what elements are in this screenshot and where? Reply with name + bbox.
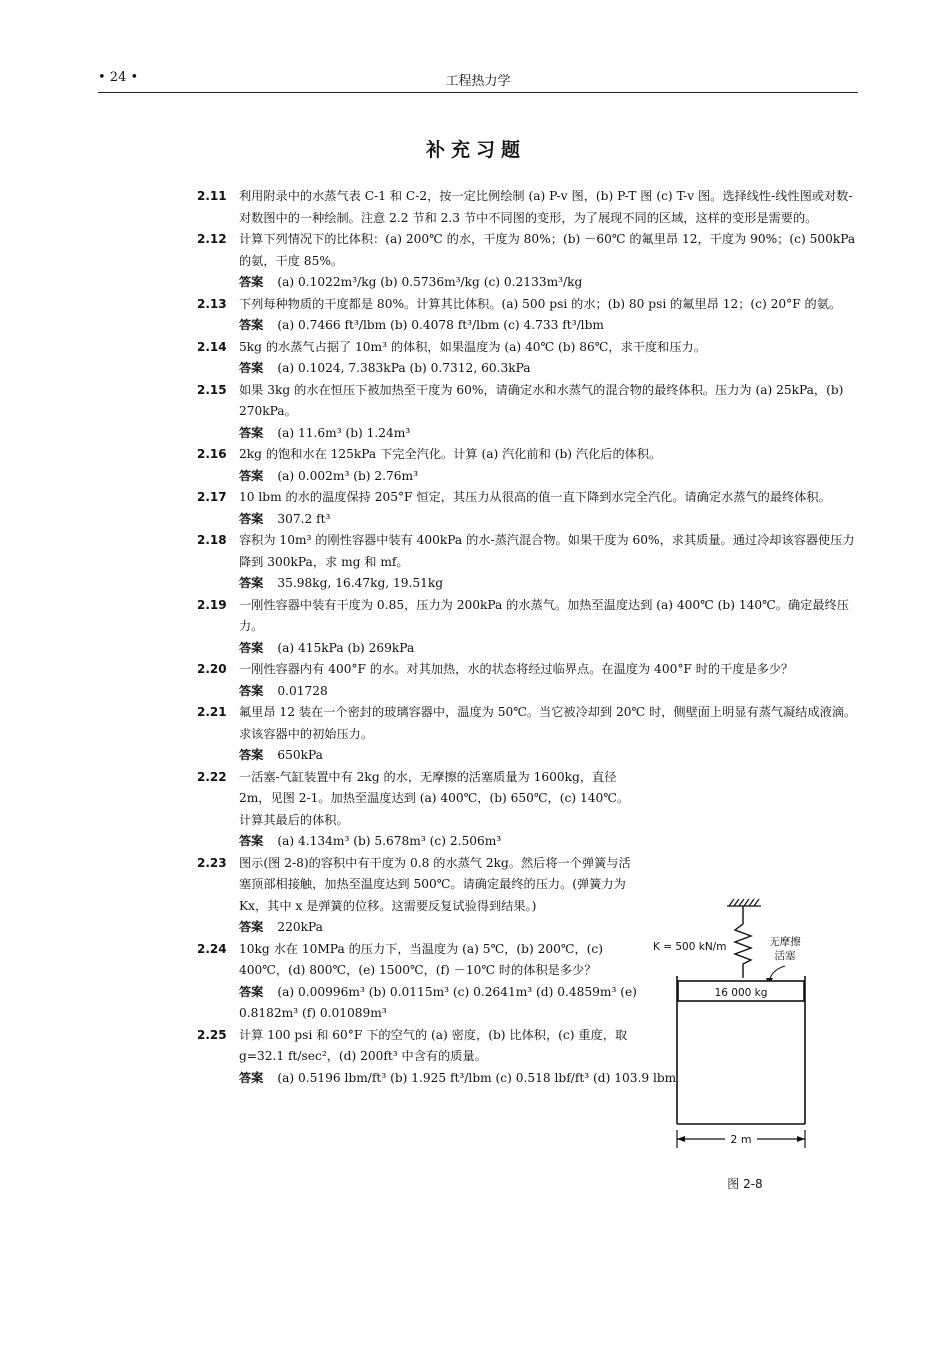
- figure-caption: 图 2-8: [727, 1177, 763, 1191]
- answer-value: 0.01728: [277, 683, 328, 698]
- problem-2-14: [197, 337, 862, 380]
- problem-number: 2.22: [197, 769, 227, 784]
- page-number: • 24 •: [98, 70, 139, 85]
- problem-text: 利用附录中的水蒸气表 C-1 和 C-2，按一定比例绘制 (a) P-v 图，(b) P-T 图 (c) T-v 图。选择线性-线性图或对数-对数图中的一种绘制。注意 2.2 节和 2.3 节中不同图的变形，为了展现不同的区域，这样的变形是需要的。: [239, 189, 853, 225]
- problem-2-12: [197, 229, 862, 294]
- problem-text: 容积为 10m³ 的刚性容器中装有 400kPa 的水-蒸汽混合物。如果干度为 60%，求其质量。通过冷却该容器使压力降到 300kPa，求 mg 和 mf。: [239, 533, 855, 569]
- problem-number: 2.25: [197, 1027, 227, 1042]
- answer-line: [239, 272, 862, 294]
- dimension-arrow-right: [797, 1136, 805, 1142]
- answer-value: (a) 0.00996m³ (b) 0.0115m³ (c) 0.2641m³ (d) 0.4859m³ (e) 0.8182m³ (f) 0.01089m³: [239, 984, 637, 1020]
- answer-line: [239, 509, 862, 531]
- problem-number: 2.23: [197, 855, 227, 870]
- answer-label: 答案: [239, 318, 264, 332]
- problem-text: 一刚性容器内有 400°F 的水。对其加热，水的状态将经过临界点。在温度为 400°F 时的干度是多少？: [239, 662, 794, 676]
- problem-number: 2.11: [197, 189, 227, 203]
- piston-label: [769, 935, 801, 962]
- answer-value: (a) 0.5196 lbm/ft³ (b) 1.925 ft³/lbm (c) 0.518 lbf/ft³ (d) 103.9 lbm: [277, 1070, 677, 1085]
- problem-text: 氟里昂 12 装在一个密封的玻璃容器中，温度为 50℃。当它被冷却到 20℃ 时，侧壁面上明显有蒸气凝结成液滴。求该容器中的初始压力。: [239, 705, 857, 741]
- answer-label: 答案: [239, 683, 264, 698]
- problem-text: 一刚性容器中装有干度为 0.85，压力为 200kPa 的水蒸气。加热至温度达到 (a) 400℃ (b) 140℃。确定最终压力。: [239, 597, 849, 633]
- answer-value: (a) 4.134m³ (b) 5.678m³ (c) 2.506m³: [277, 834, 502, 848]
- ceiling-hatch: [727, 899, 761, 906]
- figure-2-8: [653, 890, 833, 1200]
- answer-label: 答案: [239, 468, 264, 483]
- section-title: 补充习题: [425, 139, 526, 161]
- answer-line: [239, 831, 639, 853]
- problem-2-18: [197, 530, 862, 595]
- problem-number: 2.21: [197, 705, 227, 719]
- answer-line: [239, 573, 862, 595]
- problem-2-13: [197, 294, 862, 337]
- answer-value: (a) 415kPa (b) 269kPa: [277, 640, 415, 655]
- header-rule: [98, 92, 858, 93]
- problem-number: 2.13: [197, 296, 227, 311]
- problem-text: 图示(图 2-8)的容积中有干度为 0.8 的水蒸气 2kg。然后将一个弹簧与活塞顶部相接触，加热至温度达到 500℃。请确定最终的压力。(弹簧力为 Kx，其中 x 是弹簧的位移。这需要反复试验得到结果。): [239, 855, 631, 913]
- answer-line: [239, 466, 862, 488]
- problem-number: 2.12: [197, 232, 227, 246]
- problem-text: 一活塞-气缸装置中有 2kg 的水，无摩擦的活塞质量为 1600kg，直径 2m，见图 2-1。加热至温度达到 (a) 400℃，(b) 650℃，(c) 140℃。计算其最后的体积。: [239, 769, 630, 827]
- width-label: 2 m: [730, 1133, 752, 1146]
- answer-value: (a) 0.1022m³/kg (b) 0.5736m³/kg (c) 0.2133m³/kg: [277, 275, 583, 289]
- problem-2-15: [197, 380, 862, 445]
- problem-text: 2kg 的饱和水在 125kPa 下完全汽化。计算 (a) 汽化前和 (b) 汽化后的体积。: [239, 447, 662, 461]
- answer-value: (a) 0.7466 ft³/lbm (b) 0.4078 ft³/lbm (c) 4.733 ft³/lbm: [277, 318, 604, 332]
- piston-label-line: 无摩擦: [769, 936, 801, 948]
- answer-value: 650kPa: [277, 748, 323, 762]
- spring: [735, 906, 751, 978]
- dimension-arrow-left: [677, 1136, 685, 1142]
- problem-text: 计算下列情况下的比体积：(a) 200℃ 的水，干度为 80%；(b) －60℃ 的氟里昂 12，干度为 90%；(c) 500kPa 的氨，干度 85%。: [239, 232, 856, 268]
- answer-value: 35.98kg, 16.47kg, 19.51kg: [277, 576, 444, 590]
- problem-number: 2.24: [197, 941, 227, 956]
- answer-label: 答案: [239, 748, 264, 762]
- problem-2-19: [197, 595, 862, 660]
- problem-text: 下列每种物质的干度都是 80%。计算其比体积。(a) 500 psi 的水；(b) 80 psi 的氟里昂 12；(c) 20°F 的氨。: [239, 296, 842, 311]
- answer-label: 答案: [239, 984, 264, 999]
- spring-constant-label: K = 500 kN/m: [653, 941, 727, 953]
- problem-2-21: [197, 702, 862, 767]
- answer-line: [239, 917, 639, 939]
- problem-number: 2.14: [197, 339, 227, 354]
- problem-number: 2.17: [197, 490, 227, 504]
- answer-label: 答案: [239, 1070, 264, 1085]
- answer-value: 220kPa: [277, 920, 323, 934]
- problem-number: 2.19: [197, 597, 227, 612]
- piston-label-line: 活塞: [774, 950, 796, 962]
- answer-label: 答案: [239, 640, 264, 655]
- answer-label: 答案: [239, 425, 264, 440]
- answer-line: [239, 982, 639, 1025]
- page-header: [98, 68, 858, 90]
- answer-value: (a) 0.002m³ (b) 2.76m³: [277, 468, 418, 483]
- piston-mass-label: 16 000 kg: [714, 987, 768, 999]
- answer-value: (a) 11.6m³ (b) 1.24m³: [277, 425, 411, 440]
- problem-text: 10 lbm 的水的温度保持 205°F 恒定，其压力从很高的值一直下降到水完全汽化。请确定水蒸气的最终体积。: [239, 490, 831, 504]
- problem-2-11: [197, 186, 862, 229]
- problem-2-17: [197, 487, 862, 530]
- problem-2-25: [197, 1025, 677, 1090]
- problem-2-20: [197, 659, 862, 702]
- problem-2-23: [197, 853, 639, 939]
- problem-2-24: [197, 939, 639, 1025]
- answer-label: 答案: [239, 920, 264, 934]
- answer-line: [239, 423, 862, 445]
- problem-2-16: [197, 444, 862, 487]
- answer-value: (a) 0.1024, 7.383kPa (b) 0.7312, 60.3kPa: [277, 361, 531, 375]
- piston-cylinder-diagram: [653, 890, 833, 1200]
- answer-line: [239, 681, 862, 703]
- answer-value: 307.2 ft³: [277, 511, 331, 526]
- problem-number: 2.16: [197, 447, 227, 461]
- answer-label: 答案: [239, 361, 264, 375]
- answer-line: [239, 358, 862, 380]
- running-title: 工程热力学: [445, 74, 511, 89]
- answer-label: 答案: [239, 834, 264, 848]
- answer-label: 答案: [239, 275, 264, 289]
- problem-number: 2.15: [197, 382, 227, 397]
- answer-line: [239, 315, 862, 337]
- answer-line: [239, 745, 862, 767]
- answer-line: [239, 638, 862, 660]
- problem-number: 2.20: [197, 662, 227, 676]
- problem-text: 10kg 水在 10MPa 的压力下，当温度为 (a) 5℃，(b) 200℃，(c) 400℃，(d) 800℃，(e) 1500℃，(f) －10℃ 时的体积是多少？: [239, 941, 603, 977]
- problem-text: 计算 100 psi 和 60°F 下的空气的 (a) 密度，(b) 比体积，(c) 重度，取 g=32.1 ft/sec²，(d) 200ft³ 中含有的质量。: [239, 1027, 628, 1063]
- problem-number: 2.18: [197, 533, 227, 547]
- answer-label: 答案: [239, 576, 264, 590]
- problem-text: 如果 3kg 的水在恒压下被加热至干度为 60%，请确定水和水蒸气的混合物的最终体积。压力为 (a) 25kPa，(b) 270kPa。: [239, 382, 844, 418]
- problem-text: 5kg 的水蒸气占据了 10m³ 的体积，如果温度为 (a) 40℃ (b) 86℃，求干度和压力。: [239, 339, 706, 354]
- problem-2-22: [197, 767, 639, 853]
- answer-label: 答案: [239, 511, 264, 526]
